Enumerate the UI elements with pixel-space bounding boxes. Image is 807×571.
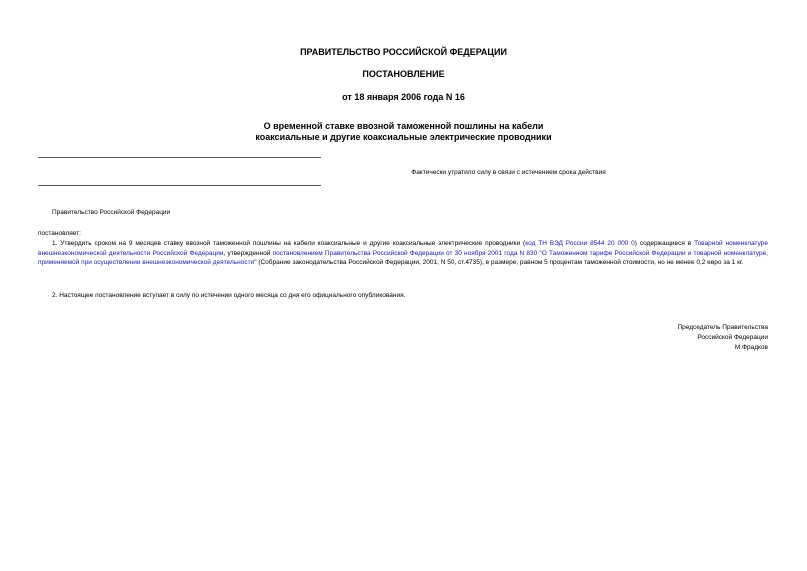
body-decrees: постановляет: [38, 230, 81, 237]
status-text: Фактически утратило силу в связи с истечением срока действия [411, 169, 606, 176]
divider-bottom [38, 185, 321, 186]
link-tn-ved-code[interactable]: код ТН ВЭД России 8544 20 000 0 [525, 240, 635, 247]
body-government: Правительство Российской Федерации [52, 209, 171, 216]
signature-title-line2: Российской Федерации [697, 334, 768, 341]
paragraph-2: 2. Настоящее постановление вступает в силу по истечении одного месяца со дня его официального опубликования. [52, 292, 406, 299]
link-resolution-830[interactable]: постановлением Правительства Российской Федерации от 30 ноября 2001 года N 830 "О Таможенном тарифе Российской Федерации и товарной номенклатуре, применяемой при осуществлении внешнеэкономической деятельности [38, 249, 768, 266]
status-note [0, 169, 807, 177]
signature-title-line1: Председатель Правительства [677, 324, 768, 331]
divider-top [38, 157, 321, 158]
paragraph-1 [38, 239, 768, 268]
doc-title-line2: коаксиальные и другие коаксиальные электрические проводники [255, 132, 552, 142]
doc-title-line1: О временной ставке ввозной таможенной пошлины на кабели [263, 121, 544, 131]
p1-text-3: , утвержденной [223, 249, 273, 257]
date-number: от 18 января 2006 года N 16 [342, 92, 465, 102]
p1-text-2: ) содержащиеся в [634, 240, 695, 247]
doc-type-heading: ПОСТАНОВЛЕНИЕ [362, 69, 445, 79]
issuer-heading: ПРАВИТЕЛЬСТВО РОССИЙСКОЙ ФЕДЕРАЦИИ [300, 47, 507, 57]
p1-text-1: 1. Утвердить сроком на 9 месяцев ставку ввозной таможенной пошлины на кабели коаксиальные и другие коаксиальные электрические проводники ( [52, 240, 526, 247]
signature-name: М.Фрадков [734, 344, 768, 351]
link-commodity-nomenclature[interactable]: Товарной номенклатуре внешнеэкономической деятельности Российской Федерации [38, 240, 769, 257]
p1-text-4: " (Собрание законодательства Российской Федерации, 2001, N 50, ст.4735), в размере, равном 5 процентам таможенной стоимости, но не менее 0,2 евро за 1 кг. [254, 259, 744, 266]
